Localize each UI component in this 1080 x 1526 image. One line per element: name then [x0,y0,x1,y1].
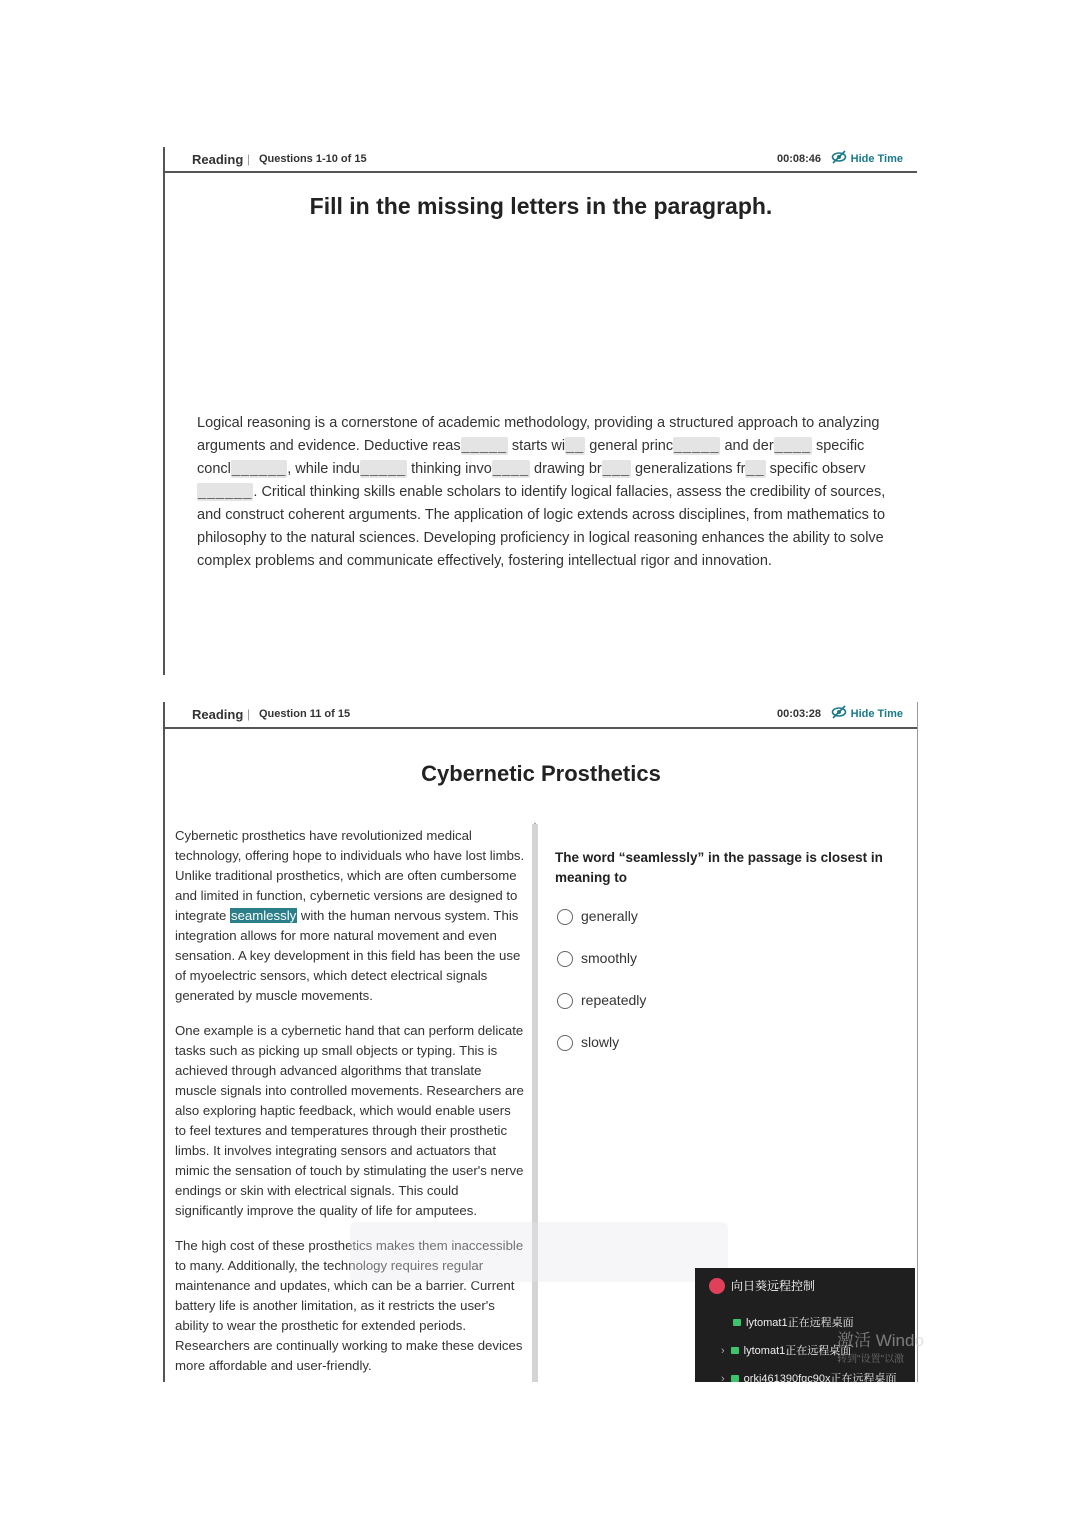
fill-in-panel [163,147,917,675]
top-bar [165,147,917,173]
passage-text: and der [720,438,774,454]
option-label[interactable]: repeatedly [581,992,647,1008]
blank-input[interactable]: ______ [198,484,253,500]
section-label: Reading [192,707,244,722]
option-label[interactable]: slowly [581,1034,620,1050]
paragraph-2: One example is a cybernetic hand that can perform delicate tasks such as picking up small objects or typing. This is achieved through advanced algorithms that translate muscle signals into controlled movements. Researchers are also exploring haptic feedback, which would enable users to feel textures and temperatures through their prosthetic limbs. It involves integrating sensors and actuators that mimic the sensation of touch by stimulating the user's nerve endings or skin with electrical signals. This could significantly improve the quality of life for amputees. [175,1023,524,1218]
blank-input[interactable]: ___ [602,461,630,477]
app-logo-icon [709,1278,725,1294]
blank-input[interactable]: __ [566,438,585,454]
paragraph-3: The high cost of these prosthetics makes them inaccessible to many. Additionally, the technology requires regular maintenance and updates, which can be a barrier. Current battery life is another limitation, as it restricts the user's ability to wear the prosthetic for extended periods. Researchers are continually working to make these devices more affordable and user-friendly. [175,1238,524,1373]
radio-button[interactable] [557,1035,573,1051]
blank-input[interactable]: ____ [774,438,811,454]
session-label: orkj461390fqc90x正在远程桌面 [743,1373,897,1385]
activation-watermark-sub: 转到"设置"以激 [837,1354,905,1365]
paragraph-text: Cybernetic prosthetics have revolutionized medical technology, offering hope to individuals who have lost limbs. Unlike traditional prosthetics, which are often cumbersome and limited in function, cybernetic versions are designed to integrate [175,828,525,923]
session-item[interactable] [721,1370,897,1386]
option-label[interactable]: smoothly [581,950,638,966]
popup-header [709,1277,815,1295]
hide-time-button[interactable]: Hide Time [850,708,903,720]
monitor-icon [733,1319,741,1326]
passage-text: , while indu [287,461,360,477]
passage-text: generalizations fr [630,461,746,477]
separator: | [247,707,251,721]
blank-input[interactable]: ______ [231,461,287,477]
passage-text: . Critical thinking skills enable scholars to identify logical fallacies, assess the credibility of sources, and construct coherent arguments. The application of logic extends across disciplines, from mathematics to philosophy to the natural sciences. Developing proficiency in logical reasoning enhances the ability to solve complex problems and communicate effectively, fostering intellectual rigor and innovation. [197,484,886,569]
paragraph-1 [175,826,525,1006]
paragraph-text: with the human nervous system. This integration allows for more natural movement and even sensation. A key development in this field has been the use of myoelectric sensors, which detect electrical signals generated by muscle movements. [175,908,521,1003]
timer: 00:03:28 [776,708,821,720]
session-label: lytomat1正在远程桌面 [746,1317,854,1329]
radio-button[interactable] [557,993,573,1009]
timer: 00:08:46 [776,153,821,165]
reading-passage [175,826,525,1391]
eye-off-icon[interactable] [831,705,847,722]
passage-text: starts wi [507,438,566,454]
radio-button[interactable] [557,951,573,967]
android-icon [731,1347,739,1354]
popup-title: 向日葵远程控制 [731,1279,816,1293]
highlighted-word: seamlessly [231,908,297,923]
passage-scrollbar[interactable] [532,824,538,1382]
section-label: Reading [192,152,244,167]
windows-icon [731,1375,739,1382]
instruction-title: Fill in the missing letters in the paragraph. [309,193,773,219]
blank-input[interactable]: _____ [674,438,720,454]
chevron-right-icon[interactable]: › [721,1345,725,1357]
fill-in-passage [197,412,887,573]
top-bar [165,702,917,729]
session-label: lytomat1正在远程桌面 [743,1345,852,1357]
blank-input[interactable]: _____ [461,438,507,454]
activation-watermark: 激活 Windo [837,1331,924,1350]
passage-text: general princ [585,438,674,454]
passage-text: thinking invo [407,461,492,477]
passage-text: Logical reasoning is a cornerstone of academic methodology, providing a structured approach to analyzing arguments and evidence. Deductive reas [197,415,880,454]
session-item[interactable] [733,1314,854,1330]
passage-text: specific observ [765,461,866,477]
question-progress: Questions 1-10 of 15 [259,153,367,165]
blank-input[interactable]: _____ [360,461,407,477]
radio-button[interactable] [557,909,573,925]
blank-input[interactable]: __ [746,461,765,477]
passage-title: Cybernetic Prosthetics [421,761,661,786]
remote-control-popup[interactable] [695,1268,924,1385]
question-prompt: The word “seamlessly” in the passage is closest in meaning to [555,850,883,885]
session-item[interactable] [721,1342,851,1358]
blank-input[interactable]: ____ [492,461,530,477]
chevron-right-icon[interactable]: › [721,1373,725,1385]
passage-text: drawing br [530,461,602,477]
separator: | [247,152,251,166]
eye-off-icon[interactable] [831,150,847,167]
hide-time-button[interactable]: Hide Time [850,153,903,165]
passage-text: specific concl [197,438,865,477]
question-progress: Question 11 of 15 [259,708,351,720]
faded-toast [350,1222,728,1282]
option-label[interactable]: generally [581,908,638,924]
